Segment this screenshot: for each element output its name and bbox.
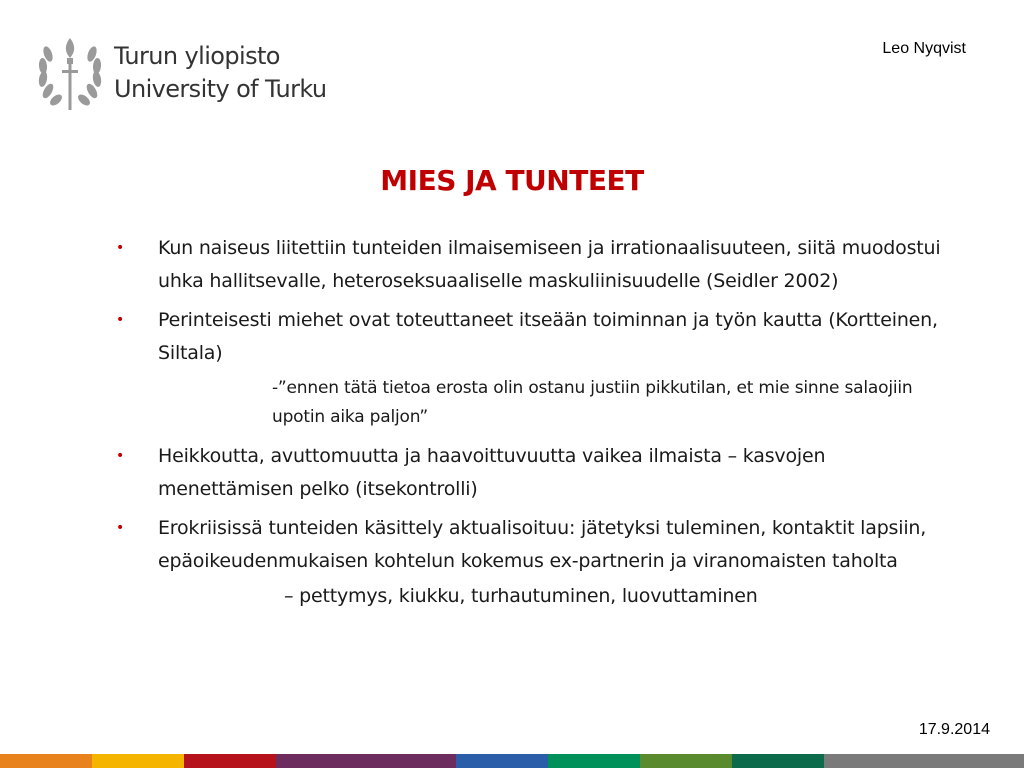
footer-color-segment	[732, 754, 824, 768]
sub-quote: -”ennen tätä tietoa erosta olin ostanu justiin pikkutilan, et mie sinne salaojiin upotin aika paljon”	[272, 378, 913, 427]
university-logo	[34, 36, 327, 116]
footer-color-segment	[640, 754, 732, 768]
bullet-item	[116, 512, 946, 578]
bullet-marker-icon: •	[116, 520, 125, 536]
footer-color-segment	[824, 754, 1024, 768]
bullet-item	[116, 440, 946, 506]
author-name: Leo Nyqvist	[882, 40, 966, 57]
footer-color-segment	[548, 754, 640, 768]
slide-content	[116, 232, 946, 613]
bullet-marker-icon: •	[116, 312, 125, 328]
footer-color-segment	[92, 754, 184, 768]
footer-color-segment	[276, 754, 456, 768]
logo-line-finnish: Turun yliopisto	[114, 42, 280, 70]
bullet-text: Kun naiseus liitettiin tunteiden ilmaisemiseen ja irrationaalisuuteen, siitä muodostui uhka hallitsevalle, heteroseksuaaliselle maskuliinisuudelle (Seidler 2002)	[158, 237, 941, 292]
logo-line-english: University of Turku	[114, 75, 327, 103]
bullet-item	[116, 304, 946, 370]
footer-color-segment	[0, 754, 92, 768]
bullet-marker-icon: •	[116, 448, 125, 464]
bullet-text: Perinteisesti miehet ovat toteuttaneet itseään toiminnan ja työn kautta (Kortteinen, Siltala)	[158, 309, 938, 364]
bullet-item	[116, 232, 946, 298]
footer-color-segment	[456, 754, 548, 768]
bullet-text: Heikkoutta, avuttomuutta ja haavoittuvuutta vaikea ilmaista – kasvojen menettämisen pelko (itsekontrolli)	[158, 445, 826, 500]
torch-wreath-emblem-icon	[34, 36, 106, 114]
bullet-marker-icon: •	[116, 240, 125, 256]
footer-color-segment	[184, 754, 276, 768]
sub-emotions: – pettymys, kiukku, turhautuminen, luovuttaminen	[284, 585, 758, 607]
slide-title: MIES JA TUNTEET	[380, 164, 644, 197]
bullet-text: Erokriisissä tunteiden käsittely aktualisoituu: jätetyksi tuleminen, kontaktit lapsiin, epäoikeudenmukaisen kohtelun kokemus ex-partnerin ja viranomaisten taholta	[158, 517, 927, 572]
slide-date: 17.9.2014	[918, 721, 990, 738]
footer-color-bar	[0, 754, 1024, 768]
logo-wordmark	[114, 40, 327, 106]
